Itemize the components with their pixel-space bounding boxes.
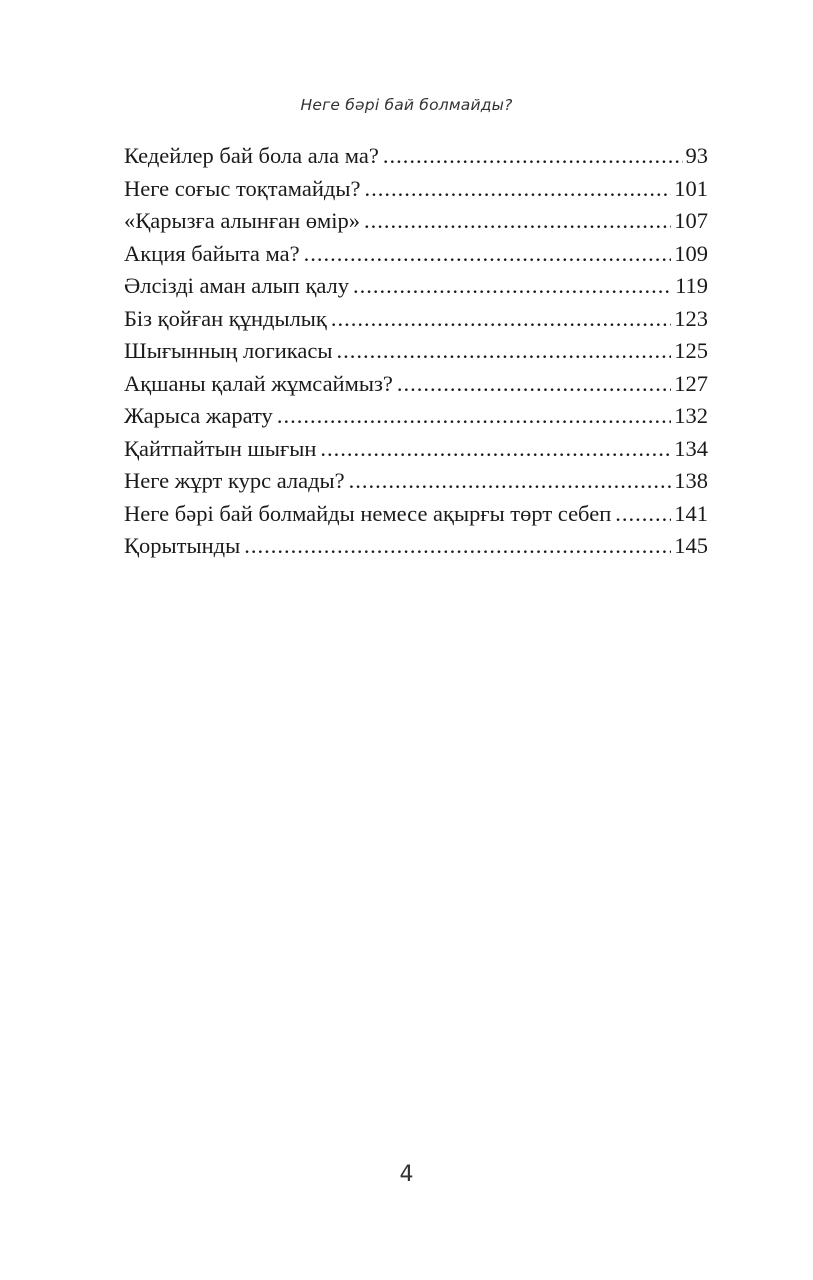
toc-entry-title: Неге бәрі бай болмайды немесе ақырғы төрт себеп bbox=[124, 500, 612, 526]
toc-entry-page: 93 bbox=[685, 143, 708, 168]
toc-entry-title: Қайтпайтын шығын bbox=[124, 435, 317, 461]
toc-entry bbox=[124, 335, 708, 368]
toc-entry-title: Шығынның логикасы bbox=[124, 338, 333, 363]
toc-entry bbox=[124, 205, 708, 238]
toc-dot-leader bbox=[397, 368, 671, 401]
toc-entry-page: 138 bbox=[674, 468, 708, 493]
toc-dot-leader bbox=[364, 173, 671, 206]
toc-dot-leader bbox=[244, 530, 671, 563]
toc-entry-title: «Қарызға алынған өмір» bbox=[124, 208, 361, 233]
toc-entry-title: Неге соғыс тоқтамайды? bbox=[124, 175, 361, 201]
toc-entry-title: Акция байыта ма? bbox=[124, 240, 300, 266]
toc-dot-leader bbox=[277, 400, 671, 433]
page-number: 4 bbox=[399, 1162, 414, 1187]
toc-dot-leader bbox=[320, 433, 671, 466]
toc-entry-page: 109 bbox=[674, 240, 708, 266]
toc-entry-title: Қорытынды bbox=[124, 533, 241, 558]
toc-dot-leader bbox=[336, 335, 671, 368]
toc-entry-title: Жарыса жарату bbox=[124, 403, 273, 428]
toc-dot-leader bbox=[349, 465, 672, 498]
toc-dot-leader bbox=[364, 205, 671, 238]
toc-entry-page: 134 bbox=[674, 435, 708, 461]
toc-entry bbox=[124, 303, 708, 336]
toc-entry-title: Әлсізді аман алып қалу bbox=[124, 273, 350, 298]
toc-entry bbox=[124, 465, 708, 498]
toc-entry bbox=[124, 270, 708, 303]
toc-entry bbox=[124, 433, 708, 466]
toc-entry-page: 145 bbox=[674, 533, 708, 558]
toc-entry bbox=[124, 400, 708, 433]
toc-entry-title: Кедейлер бай бола ала ма? bbox=[124, 143, 379, 168]
table-of-contents bbox=[124, 140, 708, 563]
toc-entry bbox=[124, 238, 708, 271]
toc-entry-page: 125 bbox=[674, 338, 708, 363]
toc-entry bbox=[124, 173, 708, 206]
toc-entry bbox=[124, 530, 708, 563]
toc-entry-page: 141 bbox=[674, 500, 708, 526]
toc-entry-title: Ақшаны қалай жұмсаймыз? bbox=[124, 370, 393, 396]
toc-entry bbox=[124, 498, 708, 531]
toc-entry-title: Біз қойған құндылық bbox=[124, 305, 327, 331]
toc-entry-page: 101 bbox=[674, 175, 708, 201]
toc-entry-page: 107 bbox=[674, 208, 708, 233]
toc-dot-leader bbox=[304, 238, 672, 271]
toc-entry bbox=[124, 368, 708, 401]
toc-dot-leader bbox=[331, 303, 671, 336]
toc-dot-leader bbox=[615, 498, 671, 531]
toc-entry bbox=[124, 140, 708, 173]
toc-dot-leader bbox=[383, 140, 683, 173]
toc-entry-page: 123 bbox=[674, 305, 708, 331]
toc-entry-title: Неге жұрт курс алады? bbox=[124, 468, 345, 493]
toc-entry-page: 132 bbox=[674, 403, 708, 428]
toc-entry-page: 119 bbox=[675, 273, 708, 298]
toc-entry-page: 127 bbox=[674, 370, 708, 396]
running-header: Неге бәрі бай болмайды? bbox=[300, 96, 513, 114]
toc-dot-leader bbox=[353, 270, 672, 303]
